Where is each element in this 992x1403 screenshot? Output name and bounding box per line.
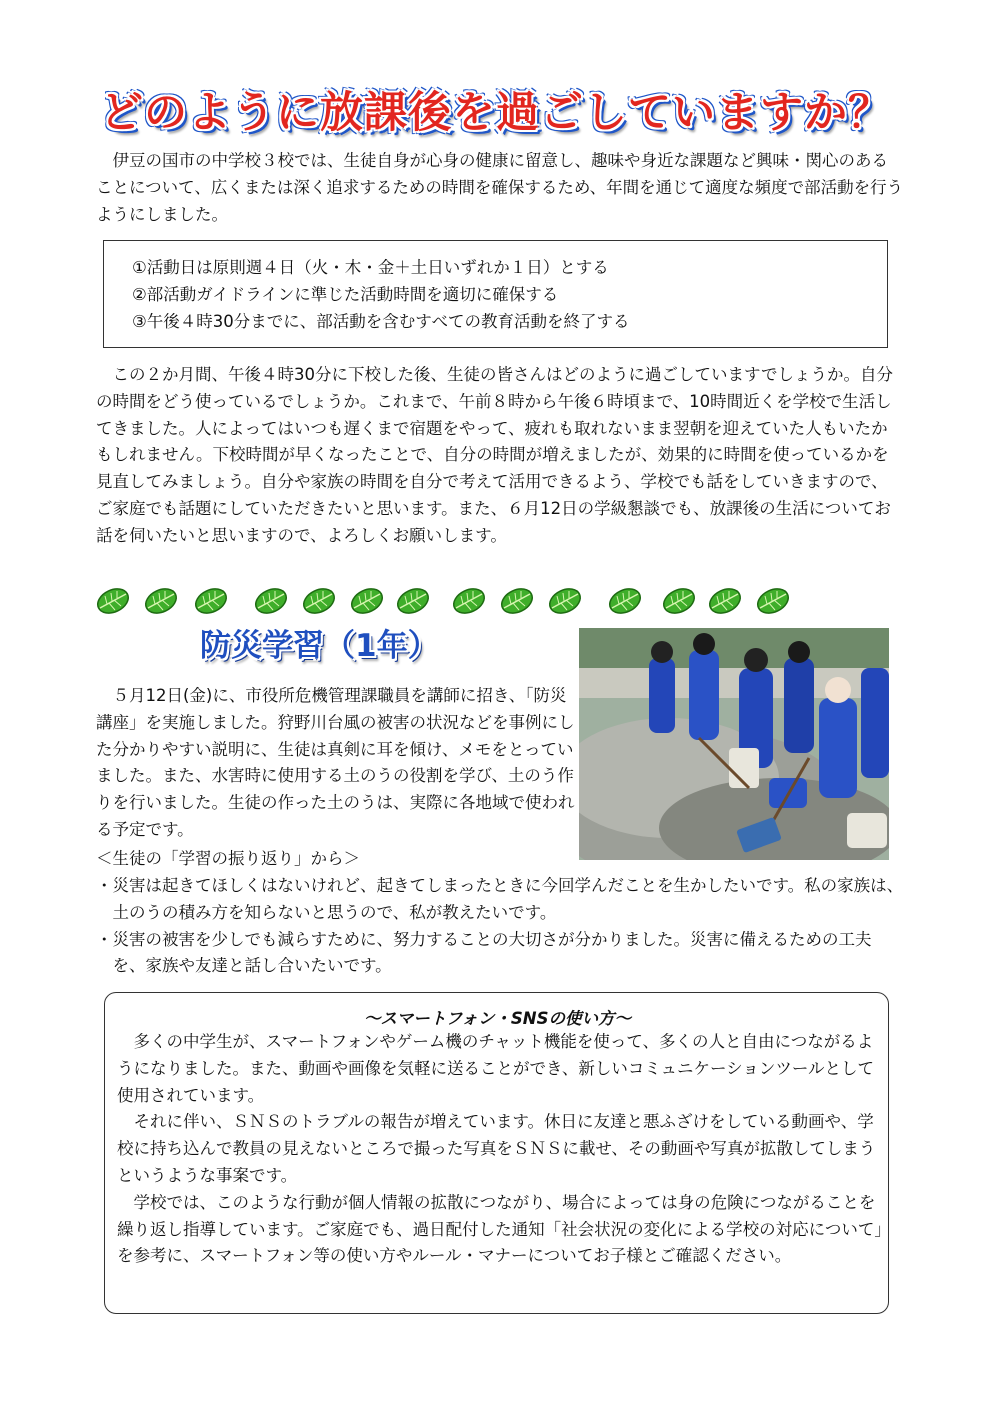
rule-item: ②部活動ガイドラインに準じた活動時間を適切に確保する bbox=[132, 284, 559, 304]
reflection-list bbox=[96, 873, 904, 980]
disaster-drill-photo bbox=[579, 628, 889, 860]
reflection-heading: ＜生徒の「学習の振り返り」から＞ bbox=[96, 849, 360, 868]
list-item: ・災害の被害を少しでも減らすために、努力することの大切さが分かりました。災害に備えるための工夫を、家族や友達と話し合いたいです。 bbox=[96, 929, 872, 976]
leaf-icon bbox=[607, 583, 643, 619]
leaf-icon bbox=[547, 583, 583, 619]
list-item: ・災害は起きてほしくはないけれど、起きてしまったときに今回学んだことを生かしたいです。私の家族は、土のうの積み方を知らないと思うので、私が教えたいです。 bbox=[96, 876, 904, 922]
leaf-divider bbox=[95, 583, 805, 623]
leaf-icon bbox=[349, 583, 385, 619]
page-title: どのように放課後を過ごしていますか？ bbox=[100, 88, 892, 138]
sns-body bbox=[117, 1029, 885, 1270]
leaf-icon bbox=[661, 583, 697, 619]
photo-illustration bbox=[579, 628, 889, 860]
leaf-icon bbox=[451, 583, 487, 619]
leaf-icon bbox=[301, 583, 337, 619]
leaf-icon bbox=[395, 583, 431, 619]
leaf-icon bbox=[95, 583, 131, 619]
afterschool-paragraph: この２か月間、午後４時30分に下校した後、生徒の皆さんはどのように過ごしていますでしょうか。自分の時間をどう使っているでしょうか。これまで、午前８時から午後６時頃まで、10時間近くを学校で生活してきました。人によってはいつも遅くまで宿題をやって、疲れも取れないまま翌朝を迎えていた人もいたかもしれません。下校時間が早くなったことで、自分の時間が増えましたが、効果的に時間を使っているかを見直してみましょう。自分や家族の時間を自分で考えて活用できるよう、学校でも話をしていきますので、ご家庭でも話題にしていただきたいと思います。また、６月12日の学級懇談でも、放課後の生活についてお話を伺いたいと思いますので、よろしくお願いします。 bbox=[96, 365, 893, 545]
sns-title: ～スマートフォン・SNSの使い方～ bbox=[364, 1009, 631, 1028]
sns-paragraph: それに伴い、ＳＮＳのトラブルの報告が増えています。休日に友達と悪ふざけをしている動画や、学校に持ち込んで教員の見えないところで撮った写真をＳＮＳに載せ、その動画や写真が拡散してしまうというような事案です。 bbox=[117, 1112, 876, 1185]
leaf-icon bbox=[755, 583, 791, 619]
disaster-paragraph: ５月12日(金)に、市役所危機管理課職員を講師に招き、「防災講座」を実施しました。狩野川台風の被害の状況などを事例にした分かりやすい説明に、生徒は真剣に耳を傾け、メモをとっていました。また、水害時に使用する土のうの役割を学び、土のう作りを行いました。生徒の作った土のうは、実際に各地域で使われる予定です。 bbox=[96, 686, 575, 839]
rule-item: ③午後４時30分までに、部活動を含むすべての教育活動を終了する bbox=[132, 311, 630, 331]
leaf-icon bbox=[143, 583, 179, 619]
rules-box bbox=[103, 240, 888, 348]
intro-paragraph: 伊豆の国市の中学校３校では、生徒自身が心身の健康に留意し、趣味や身近な課題など興味・関心のあることについて、広くまたは深く追求するための時間を確保するため、年間を通じて適度な頻度で部活動を行うようにしました。 bbox=[96, 151, 904, 224]
leaf-icon bbox=[193, 583, 229, 619]
sns-paragraph: 多くの中学生が、スマートフォンやゲーム機のチャット機能を使って、多くの人と自由につながるようになりました。また、動画や画像を気軽に送ることができ、新しいコミュニケーションツールとして使用されています。 bbox=[117, 1032, 875, 1105]
disaster-section-title: 防災学習（1年） bbox=[200, 628, 439, 664]
leaf-icon bbox=[707, 583, 743, 619]
leaf-icon bbox=[499, 583, 535, 619]
sns-box bbox=[104, 992, 889, 1314]
leaf-icon bbox=[253, 583, 289, 619]
rule-item: ①活動日は原則週４日（火・木・金＋土日いずれか１日）とする bbox=[132, 258, 609, 277]
sns-paragraph: 学校では、このような行動が個人情報の拡散につながり、場合によっては身の危険につながることを繰り返し指導しています。ご家庭でも、過日配付した通知「社会状況の変化による学校の対応について」を参考に、スマートフォン等の使い方やルール・マナーについてお子様とご確認ください。 bbox=[117, 1192, 883, 1266]
